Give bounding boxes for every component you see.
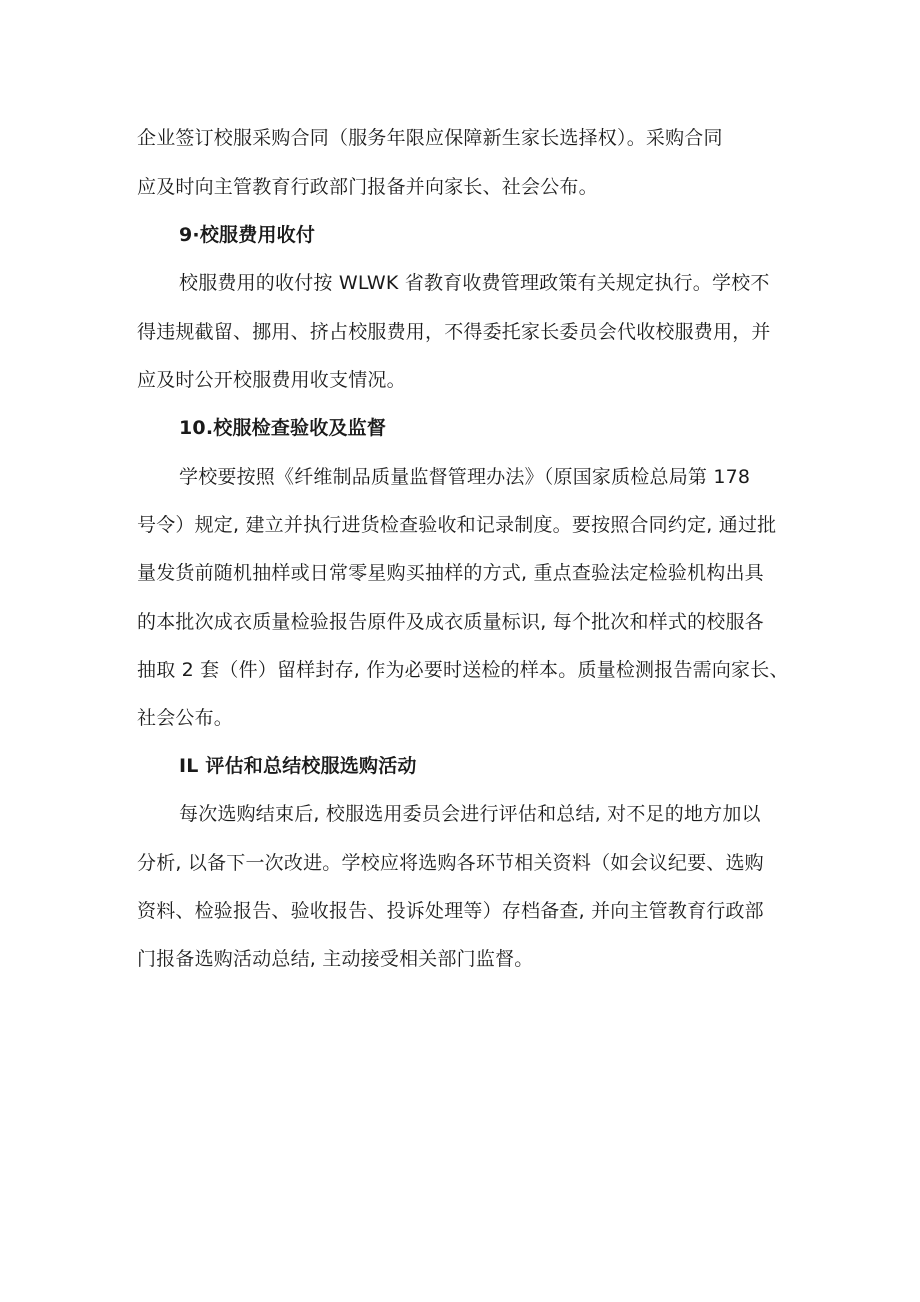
section-10-line-4: 的本批次成衣质量检验报告原件及成衣质量标识, 每个批次和样式的校服各	[137, 611, 764, 633]
section-10-line-6: 社会公布。	[137, 707, 234, 729]
section-11-line-1: 每次选购结束后, 校服选用委员会进行评估和总结, 对不足的地方加以	[179, 803, 761, 825]
section-11-line-2: 分析, 以备下一次改进。学校应将选购各环节相关资料（如会议纪要、选购	[137, 852, 764, 874]
section-11-heading: IL 评估和总结校服选购活动	[179, 755, 417, 777]
section-11-line-3: 资料、检验报告、验收报告、投诉处理等）存档备查, 并向主管教育行政部	[137, 900, 764, 922]
section-10-line-3: 量发货前随机抽样或日常零星购买抽样的方式, 重点查验法定检验机构出具	[137, 562, 764, 584]
continuation-line-2: 应及时向主管教育行政部门报备并向家长、社会公布。	[137, 176, 598, 198]
section-10-line-2: 号令）规定, 建立并执行进货检查验收和记录制度。要按照合同约定, 通过批	[137, 514, 777, 536]
section-10-line-1: 学校要按照《纤维制品质量监督管理办法》（原国家质检总局第 178	[179, 466, 751, 488]
section-9-line-2: 得违规截留、挪用、挤占校服费用，不得委托家长委员会代收校服费用，并	[137, 321, 771, 343]
section-10-heading: 10.校服检查验收及监督	[179, 417, 387, 439]
section-10-line-5: 抽取 2 套（件）留样封存, 作为必要时送检的样本。质量检测报告需向家长、	[137, 659, 789, 681]
section-9-heading: 9·校服费用收付	[179, 224, 316, 246]
section-9-line-3: 应及时公开校服费用收支情况。	[137, 369, 406, 391]
continuation-line-1: 企业签订校服采购合同（服务年限应保障新生家长选择权）。采购合同	[137, 127, 723, 149]
section-11-line-4: 门报备选购活动总结, 主动接受相关部门监督。	[137, 948, 534, 970]
section-9-line-1: 校服费用的收付按 WLWK 省教育收费管理政策有关规定执行。学校不	[179, 272, 770, 294]
